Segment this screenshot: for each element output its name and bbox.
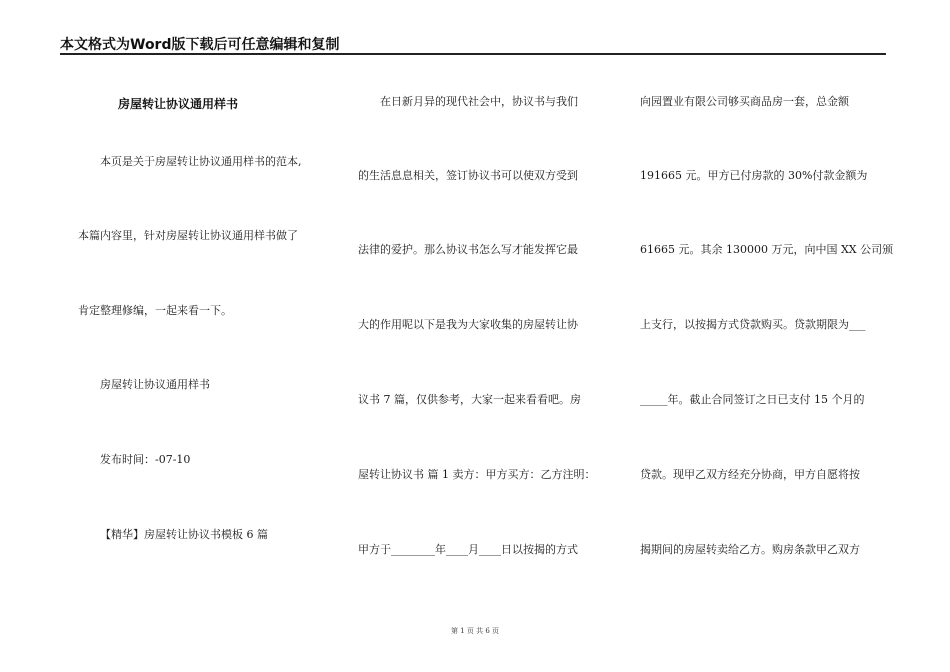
text-line: 大的作用呢以下是我为大家收集的房屋转让协	[358, 318, 578, 331]
text-line: 向园置业有限公司够买商品房一套，总金额	[640, 95, 849, 108]
page-number-footer: 第 1 页 共 6 页	[450, 627, 500, 635]
text-line: 在日新月异的现代社会中，协议书与我们	[380, 95, 578, 108]
text-line: 191665 元。甲方已付房款的 30%付款金额为	[640, 169, 868, 182]
text-column-1	[78, 0, 338, 610]
text-line: 肯定整理修编，一起来看一下。	[78, 304, 232, 317]
document-header-banner: 本文格式为Word版下载后可任意编辑和复制	[60, 37, 340, 53]
text-line: 法律的爱护。那么协议书怎么写才能发挥它最	[358, 243, 578, 256]
text-line: 屋转让协议书 篇 1 卖方：甲方买方：乙方注明：	[358, 468, 596, 481]
text-line: 本篇内容里，针对房屋转让协议通用样书做了	[78, 229, 298, 242]
text-line: 房屋转让协议通用样书	[100, 378, 210, 391]
text-line: 【精华】房屋转让协议书模板 6 篇	[100, 528, 268, 541]
document-title: 房屋转让协议通用样书	[118, 97, 239, 111]
text-line: 发布时间：-07-10	[100, 453, 191, 466]
text-line: 61665 元。其余 130000 万元，向中国 XX 公司颁	[640, 243, 894, 256]
text-line: 甲方于________年____月____日以按揭的方式	[358, 543, 578, 556]
text-line: 本页是关于房屋转让协议通用样书的范本,	[100, 155, 302, 168]
text-column-2	[358, 0, 613, 610]
text-line: 贷款。现甲乙双方经充分协商，甲方自愿将按	[640, 468, 860, 481]
text-line: 揭期间的房屋转卖给乙方。购房条款甲乙双方	[640, 543, 860, 556]
text-column-3	[640, 0, 894, 610]
text-line: 议书 7 篇，仅供参考，大家一起来看看吧。房	[358, 393, 581, 406]
text-line: 上支行，以按揭方式贷款购买。贷款期限为___	[640, 318, 866, 331]
text-line: _____年。截止合同签订之日已支付 15 个月的	[640, 393, 865, 406]
text-line: 的生活息息相关，签订协议书可以使双方受到	[358, 169, 578, 182]
